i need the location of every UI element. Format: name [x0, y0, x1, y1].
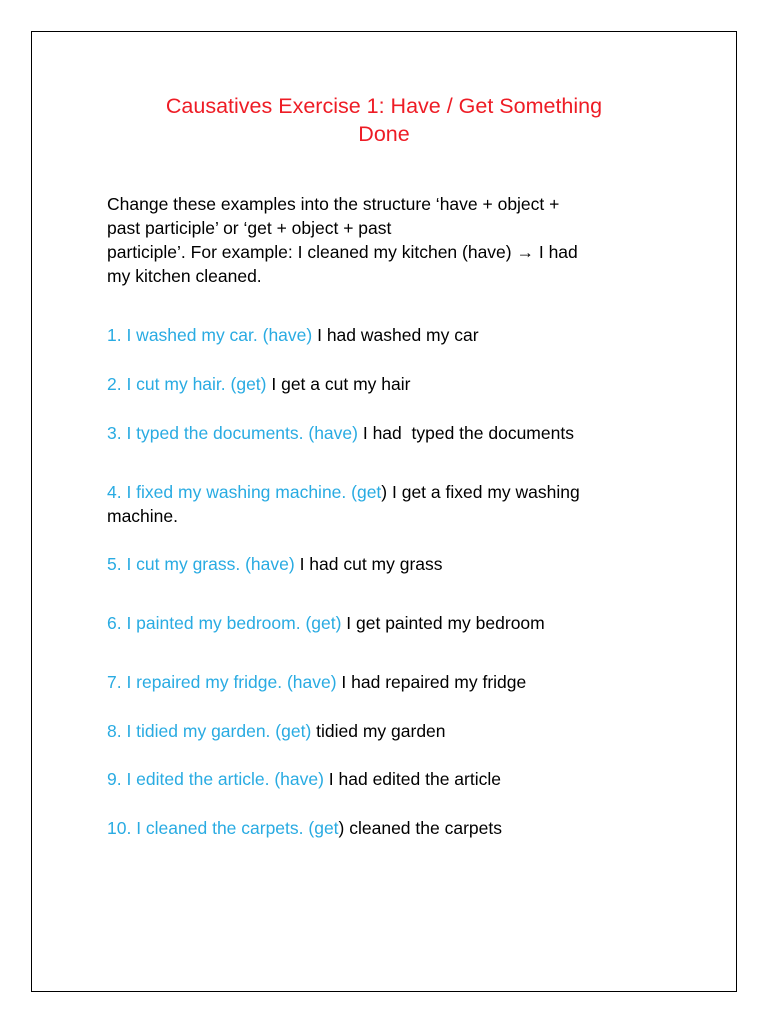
exercise-item-3 [107, 421, 687, 445]
instructions-line: participle’. For example: I cleaned my kitchen (have) → I had [107, 242, 578, 262]
exercise-question: 10. I cleaned the carpets. (get [107, 818, 339, 838]
exercise-answer: I get painted my bedroom [341, 613, 545, 633]
exercise-question: 1. I washed my car. (have) [107, 325, 313, 345]
exercise-item-5 [107, 552, 687, 576]
exercise-answer: tidied my garden [311, 721, 446, 741]
instructions [107, 192, 667, 288]
exercise-item-9 [107, 767, 687, 791]
exercise-question: 7. I repaired my fridge. (have) [107, 672, 337, 692]
title-line-2: Done [358, 122, 410, 146]
exercise-question: 8. I tidied my garden. (get) [107, 721, 312, 741]
exercise-question: 4. I fixed my washing machine. (get [107, 482, 382, 502]
exercise-answer: I had edited the article [323, 769, 501, 789]
exercise-answer: I had cut my grass [294, 554, 443, 574]
exercise-item-6 [107, 611, 687, 635]
exercise-item-7 [107, 670, 687, 694]
exercise-item-1 [107, 323, 687, 347]
exercise-answer: I had repaired my fridge [336, 672, 527, 692]
exercise-answer: I had washed my car [312, 325, 479, 345]
exercise-item-2 [107, 372, 687, 396]
exercise-question: 9. I edited the article. (have) [107, 769, 324, 789]
exercise-answer: ) I get a fixed my washing [381, 482, 580, 502]
exercise-answer: I get a cut my hair [266, 374, 411, 394]
exercise-answer: ) cleaned the carpets [338, 818, 502, 838]
instructions-line: my kitchen cleaned. [107, 266, 262, 286]
exercise-question: 6. I painted my bedroom. (get) [107, 613, 342, 633]
exercise-item-4 [107, 480, 687, 528]
exercise-answer-continued: machine. [107, 506, 179, 526]
exercise-question: 2. I cut my hair. (get) [107, 374, 267, 394]
exercise-question: 3. I typed the documents. (have) [107, 423, 358, 443]
page-title [60, 92, 708, 148]
exercise-answer: I had typed the documents [357, 423, 574, 443]
instructions-line: Change these examples into the structure ‘have + object + [107, 194, 560, 214]
exercise-item-10 [107, 816, 687, 840]
exercise-question: 5. I cut my grass. (have) [107, 554, 295, 574]
exercise-item-8 [107, 719, 687, 743]
instructions-line: past participle’ or ‘get + object + past [107, 218, 392, 238]
title-line-1: Causatives Exercise 1: Have / Get Something [165, 94, 603, 118]
